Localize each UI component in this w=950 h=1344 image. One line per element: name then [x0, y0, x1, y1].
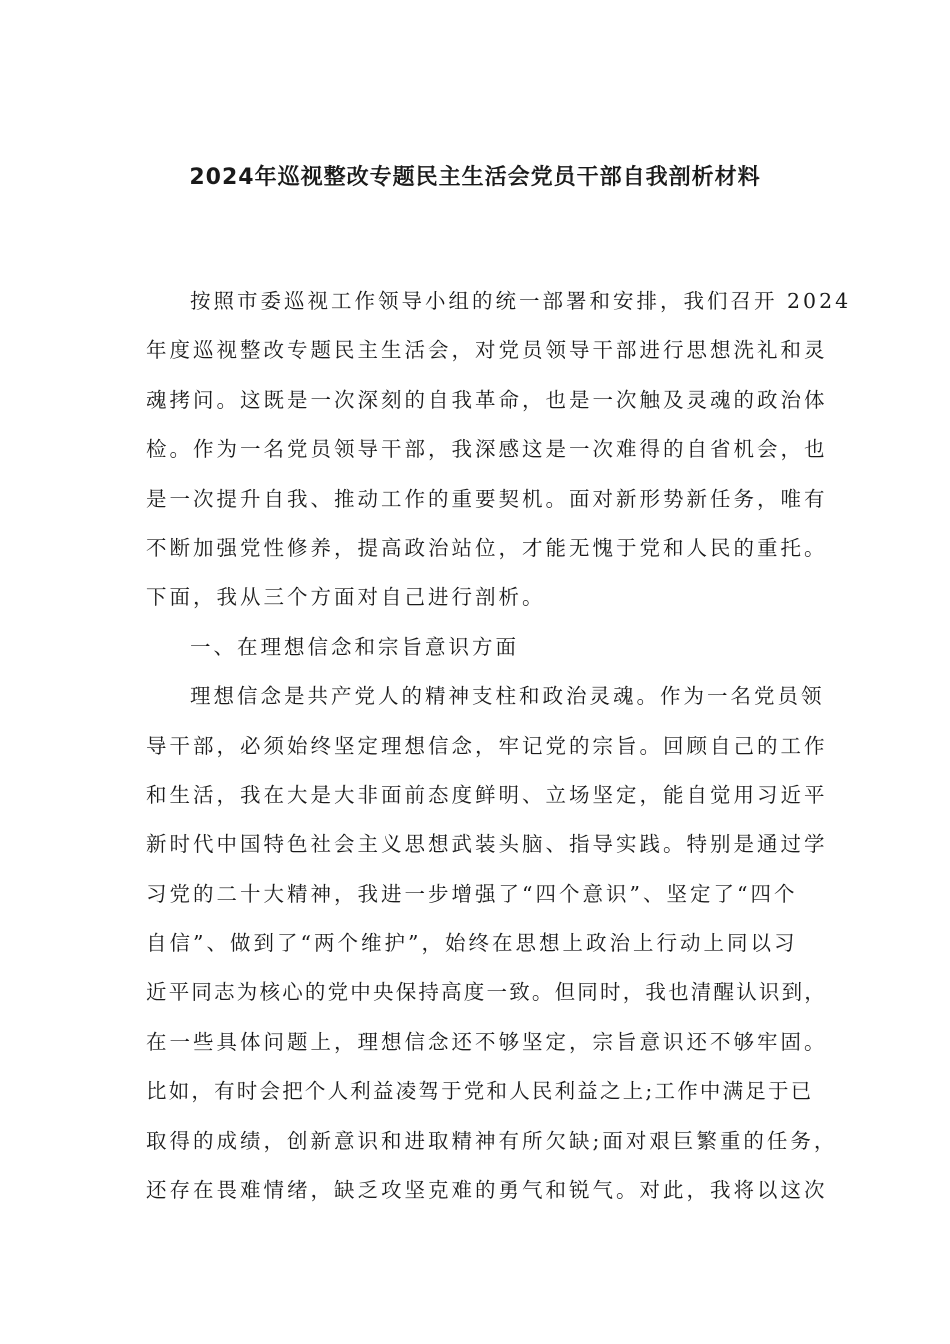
paragraph-line: 自信”、做到了“两个维护”，始终在思想上政治上行动上同以习 — [146, 931, 798, 956]
paragraph-line: 取得的成绩，创新意识和进取精神有所欠缺;面对艰巨繁重的任务， — [146, 1128, 838, 1153]
paragraph-line: 近平同志为核心的党中央保持高度一致。但同时，我也清醒认识到， — [146, 980, 827, 1005]
paragraph-line: 理想信念是共产党人的精神支柱和政治灵魂。作为一名党员领 — [190, 684, 825, 709]
document-title: 2024年巡视整改专题民主生活会党员干部自我剖析材料 — [189, 165, 761, 190]
paragraph-line: 检。作为一名党员领导干部，我深感这是一次难得的自省机会，也 — [146, 437, 828, 462]
document-body — [146, 283, 852, 1221]
paragraph-line: 还存在畏难情绪，缺乏攻坚克难的勇气和锐气。对此，我将以这次 — [146, 1178, 828, 1203]
paragraph-line: 新时代中国特色社会主义思想武装头脑、指导实践。特别是通过学 — [146, 832, 828, 857]
paragraph-line: 习党的二十大精神，我进一步增强了“四个意识”、坚定了“四个 — [146, 881, 798, 906]
paragraph-line: 按照市委巡视工作领导小组的统一部署和安排，我们召开 2024 — [190, 289, 852, 313]
paragraph-line: 下面，我从三个方面对自己进行剖析。 — [146, 585, 546, 610]
paragraph-line: 比如，有时会把个人利益凌驾于党和人民利益之上;工作中满足于已 — [146, 1079, 814, 1104]
paragraph-line: 在一些具体问题上，理想信念还不够坚定，宗旨意识还不够牢固。 — [146, 1029, 828, 1054]
paragraph-line: 不断加强党性修养，提高政治站位，才能无愧于党和人民的重托。 — [146, 535, 828, 560]
paragraph-line: 和生活，我在大是大非面前态度鲜明、立场坚定，能自觉用习近平 — [146, 782, 828, 807]
paragraph-line: 年度巡视整改专题民主生活会，对党员领导干部进行思想洗礼和灵 — [146, 338, 828, 363]
paragraph-line: 魂拷问。这既是一次深刻的自我革命，也是一次触及灵魂的政治体 — [146, 387, 828, 412]
section-heading: 一、在理想信念和宗旨意识方面 — [190, 634, 519, 659]
paragraph-line: 导干部，必须始终坚定理想信念，牢记党的宗旨。回顾自己的工作 — [146, 733, 828, 758]
paragraph-line: 是一次提升自我、推动工作的重要契机。面对新形势新任务，唯有 — [146, 486, 828, 511]
